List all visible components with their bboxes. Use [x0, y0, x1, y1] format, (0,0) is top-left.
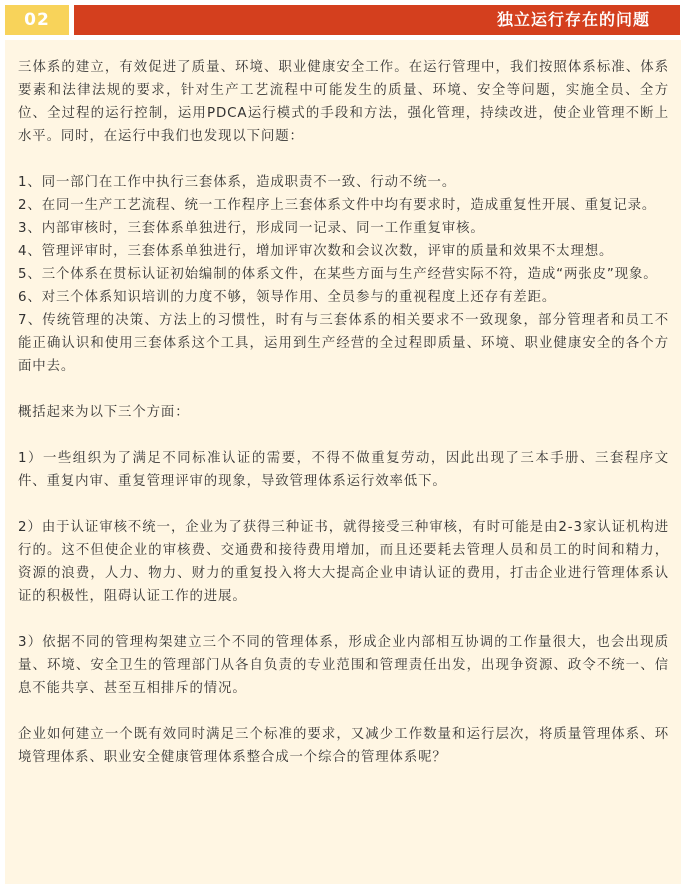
- section-title-bar: [74, 5, 680, 35]
- section-header: [0, 0, 684, 40]
- problem-item-7: 7、传统管理的决策、方法上的习惯性，时有与三套体系的相关要求不一致现象，部分管理者和员工不能正确认识和使用三套体系这个工具，运用到生产经营的全过程即质量、环境、职业健康安全的各个方面中去。: [18, 313, 669, 374]
- closing-paragraph: 企业如何建立一个既有效同时满足三个标准的要求，又减少工作数量和运行层次，将质量管理体系、环境管理体系、职业安全健康管理体系整合成一个综合的管理体系呢？: [18, 727, 669, 765]
- problem-item-1: 1、同一部门在工作中执行三套体系，造成职责不一致、行动不统一。: [18, 175, 457, 190]
- problem-item-6: 6、对三个体系知识培训的力度不够，领导作用、全员参与的重视程度上还存有差距。: [18, 290, 557, 305]
- section-title: 独立运行存在的问题: [496, 10, 650, 29]
- aspect-item-3: 3）依据不同的管理构架建立三个不同的管理体系，形成企业内部相互协调的工作量很大，也会出现质量、环境、安全卫生的管理部门从各自负责的专业范围和管理责任出发，出现争资源、政令不统一、信息不能共享、甚至互相排斥的情况。: [18, 635, 669, 696]
- problem-item-5: 5、三个体系在贯标认证初始编制的体系文件，在某些方面与生产经营实际不符，造成“两张皮”现象。: [18, 267, 658, 282]
- section-number-badge: 02: [5, 5, 69, 35]
- content-card: [5, 40, 681, 884]
- problem-item-4: 4、管理评审时，三套体系单独进行，增加评审次数和会议次数，评审的质量和效果不太理想。: [18, 244, 614, 259]
- intro-paragraph: 三体系的建立，有效促进了质量、环境、职业健康安全工作。在运行管理中，我们按照体系标准、体系要素和法律法规的要求，针对生产工艺流程中可能发生的质量、环境、安全等问题，实施全员、全方位、全过程的运行控制，运用PDCA运行模式的手段和方法，强化管理，持续改进，使企业管理不断上水平。同时，在运行中我们也发现以下问题：: [18, 60, 669, 144]
- aspect-item-1: 1）一些组织为了满足不同标准认证的需要，不得不做重复劳动，因此出现了三本手册、三套程序文件、重复内审、重复管理评审的现象，导致管理体系运行效率低下。: [18, 451, 669, 489]
- aspect-item-2: 2）由于认证审核不统一，企业为了获得三种证书，就得接受三种审核，有时可能是由2-3家认证机构进行的。这不但使企业的审核费、交通费和接待费用增加，而且还要耗去管理人员和员工的时间和精力，资源的浪费，人力、物力、财力的重复投入将大大提高企业申请认证的费用，打击企业进行管理体系认证的积极性，阻碍认证工作的进展。: [18, 520, 669, 604]
- problem-item-2: 2、在同一生产工艺流程、统一工作程序上三套体系文件中均有要求时，造成重复性开展、重复记录。: [18, 198, 657, 213]
- summary-intro: 概括起来为以下三个方面：: [18, 405, 190, 420]
- problem-item-3: 3、内部审核时，三套体系单独进行，形成同一记录、同一工作重复审核。: [18, 221, 485, 236]
